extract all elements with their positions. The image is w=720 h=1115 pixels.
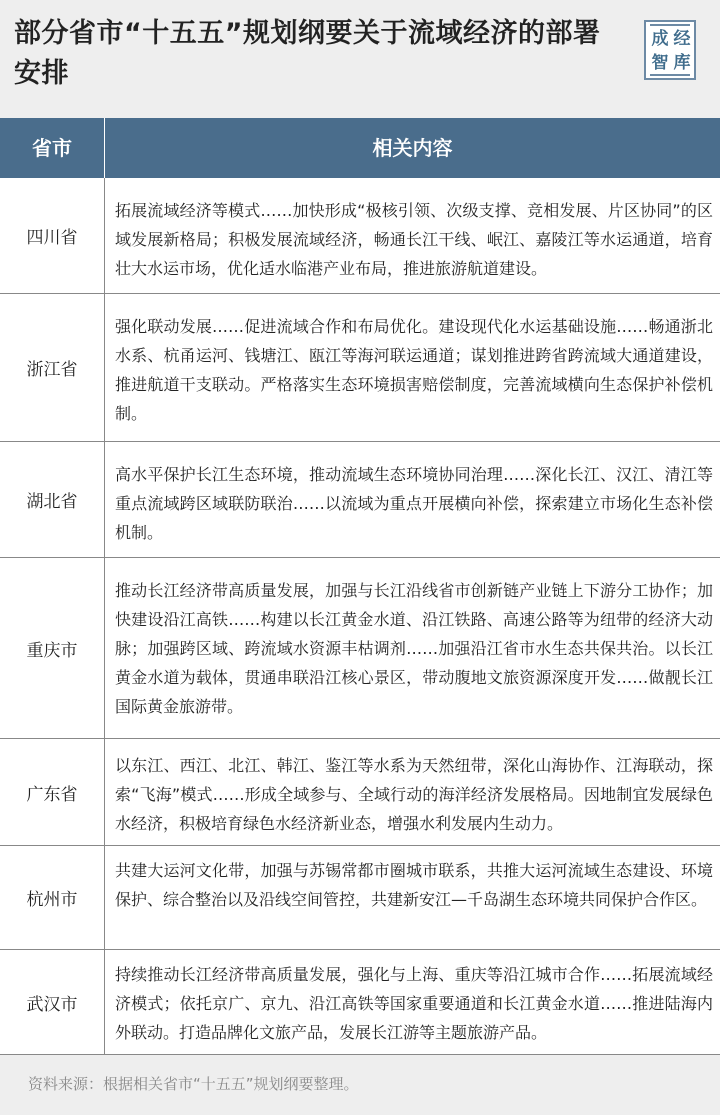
row-province: 四川省 [26,228,78,248]
row-divider [104,294,105,441]
table-row [0,294,720,442]
table-row [0,846,720,950]
table-row [0,178,720,294]
row-province: 湖北省 [26,492,78,512]
row-content: 以东江、西江、北江、韩江、鉴江等水系为天然纽带，深化山海协作、江海联动，探索“飞海”模式……形成全域参与、全域行动的海洋经济发展格局。因地制宜发展绿色水经济，积极培育绿色水经济新业态，增强水利发展内生动力。 [115,756,713,833]
row-content: 共建大运河文化带，加强与苏锡常都市圈城市联系，共推大运河流域生态建设、环境保护、综合整治以及沿线空间管控，共建新安江—千岛湖生态环境共同保护合作区。 [115,861,713,909]
table-row [0,739,720,846]
logo-char: 经 [673,29,691,49]
row-content: 高水平保护长江生态环境，推动流域生态环境协同治理……深化长江、汉江、清江等重点流域跨区域联防联治……以流域为重点开展横向补偿，探索建立市场化生态补偿机制。 [115,465,713,542]
row-province: 杭州市 [26,890,78,910]
row-divider [104,739,105,845]
logo-char: 智 [651,53,669,73]
row-province: 广东省 [26,784,78,805]
table-row [0,950,720,1055]
table-row [0,558,720,739]
row-content: 拓展流域经济等模式……加快形成“极核引领、次级支撑、竞相发展、片区协同”的区域发展新格局；积极发展流域经济，畅通长江干线、岷江、嘉陵江等水运通道，培育壮大水运市场，优化适水临港产业布局，推进旅游航道建设。 [115,201,713,278]
row-province: 重庆市 [26,640,78,661]
header-content: 相关内容 [372,136,453,160]
row-divider [104,442,105,557]
logo-char: 库 [673,53,691,73]
source-note: 资料来源：根据相关省市“十五五”规划纲要整理。 [28,1075,359,1093]
row-divider [104,558,105,738]
logo-char: 成 [651,29,669,49]
row-province: 武汉市 [26,994,78,1015]
row-divider [104,846,105,949]
logo-bottom-bar [650,74,690,76]
header-province: 省市 [32,136,72,160]
footer [0,1055,720,1115]
think-tank-logo [644,20,696,80]
table-header [0,118,720,178]
row-province: 浙江省 [26,360,78,380]
row-content: 强化联动发展……促进流域合作和布局优化。建设现代化水运基础设施……畅通浙北水系、杭甬运河、钱塘江、瓯江等海河联运通道；谋划推进跨省跨流域大通道建设，推进航道干支联动。严格落实生态环境损害赔偿制度，完善流域横向生态保护补偿机制。 [115,317,713,423]
row-content: 持续推动长江经济带高质量发展，强化与上海、重庆等沿江城市合作……拓展流域经济模式；依托京广、京九、沿江高铁等国家重要通道和长江黄金水道……推进陆海内外联动。打造品牌化文旅产品，发展长江游等主题旅游产品。 [115,965,713,1042]
header [0,0,720,118]
logo-top-bar [650,24,690,26]
page-title: 部分省市“十五五”规划纲要关于流域经济的部署安排 [14,18,601,89]
row-content: 推动长江经济带高质量发展，加强与长江沿线省市创新链产业链上下游分工协作；加快建设沿江高铁……构建以长江黄金水道、沿江铁路、高速公路等为纽带的经济大动脉；加强跨区域、跨流域水资源丰枯调剂……加强沿江省市水生态共保共治。以长江黄金水道为载体，贯通串联沿江核心景区，带动腹地文旅资源深度开发……做靓长江国际黄金旅游带。 [115,581,713,716]
row-divider [104,950,105,1054]
table-row [0,442,720,558]
row-divider [104,178,105,293]
